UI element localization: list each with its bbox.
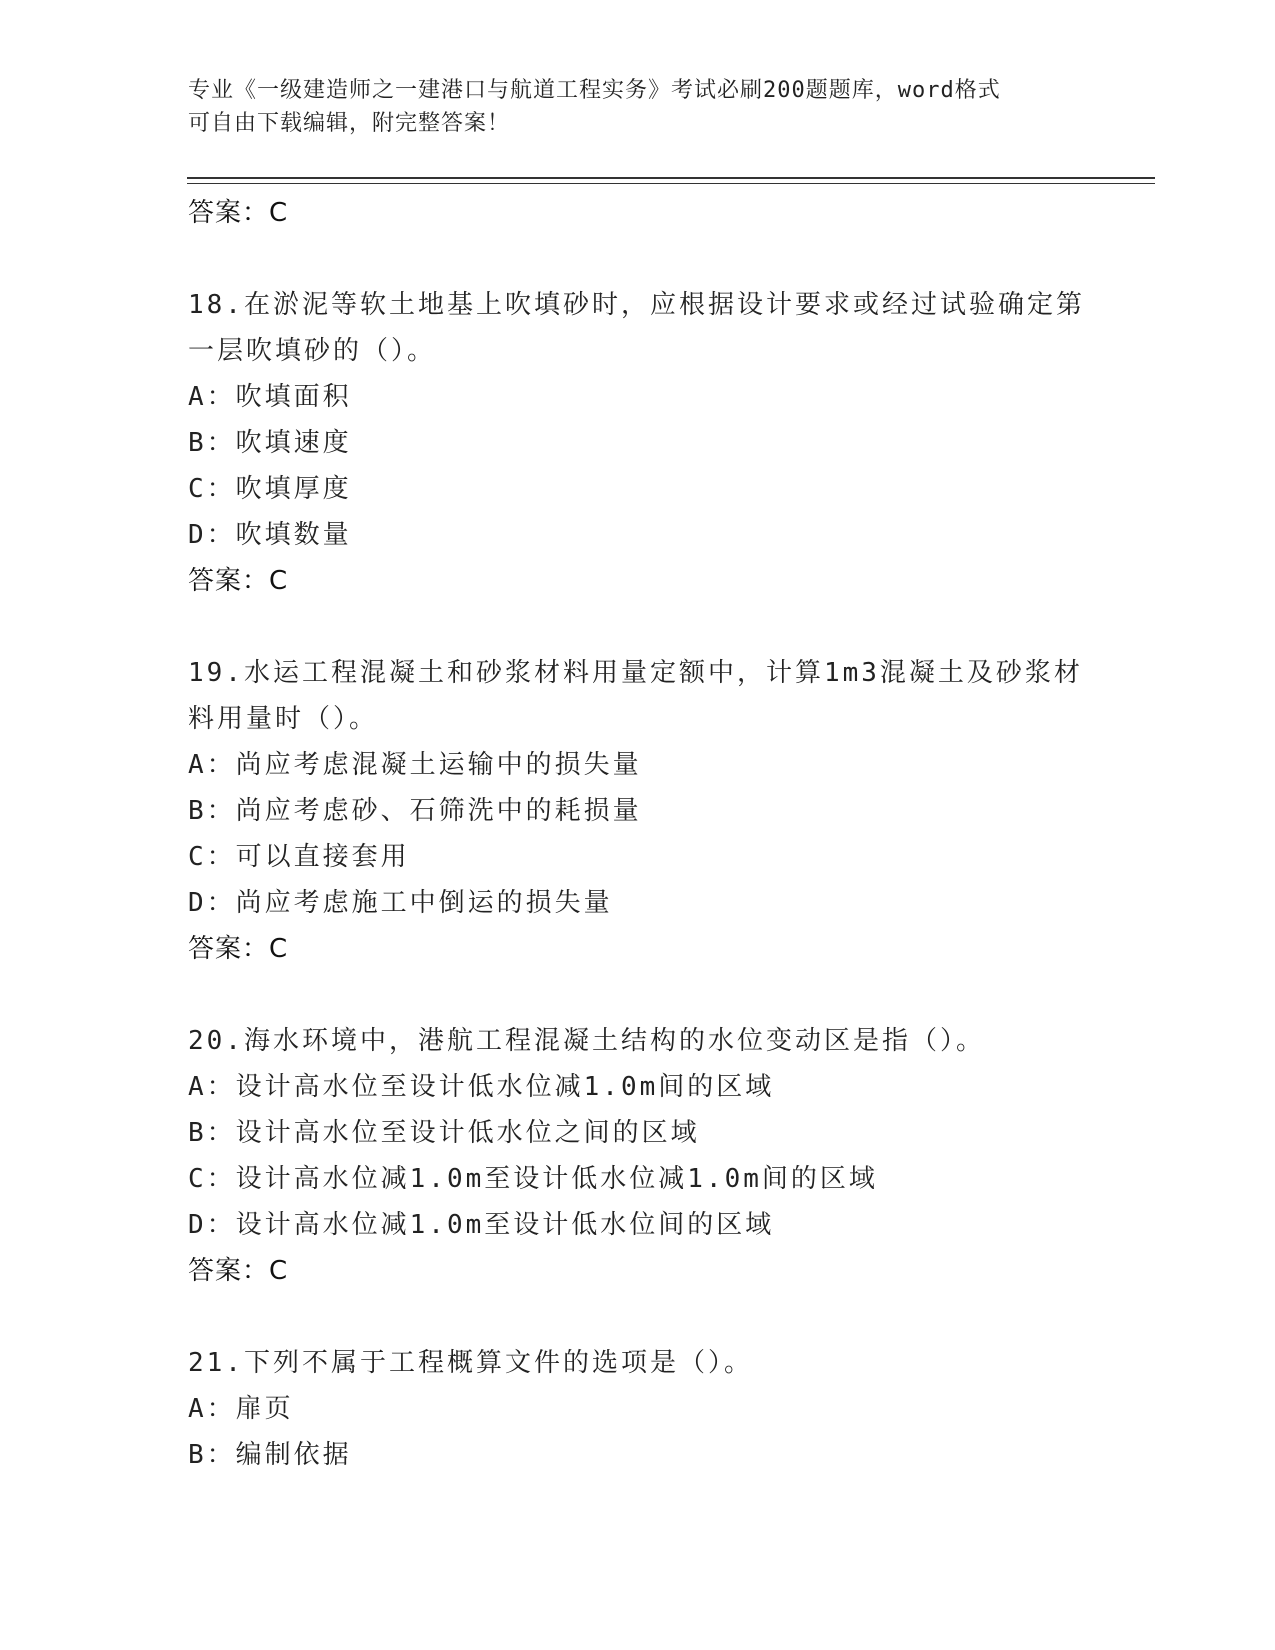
question-21	[188, 1340, 1148, 1478]
question-stem: 20.海水环境中，港航工程混凝土结构的水位变动区是指（）。	[188, 1026, 985, 1056]
question-stem: 一层吹填砂的（）。	[188, 336, 437, 366]
option-b: B：编制依据	[188, 1440, 352, 1470]
option-c: C：可以直接套用	[188, 842, 410, 872]
answer: 答案：C	[188, 934, 289, 964]
option-c: C：吹填厚度	[188, 474, 352, 504]
option-d: D：吹填数量	[188, 520, 352, 550]
question-20	[188, 1018, 1148, 1294]
option-b: B：吹填速度	[188, 428, 352, 458]
header-rule-thick	[187, 177, 1155, 179]
header-rule-thin	[187, 183, 1155, 184]
question-stem: 19.水运工程混凝土和砂浆材料用量定额中，计算1m3混凝土及砂浆材	[188, 658, 1083, 688]
spacer	[188, 1294, 1148, 1340]
option-a: A：扉页	[188, 1394, 294, 1424]
question-18	[188, 282, 1148, 604]
answer: 答案：C	[188, 566, 289, 596]
spacer	[188, 236, 1148, 282]
spacer	[188, 972, 1148, 1018]
option-a: A：设计高水位至设计低水位减1.0m间的区域	[188, 1072, 775, 1102]
previous-answer: 答案：C	[188, 198, 289, 228]
header-line-1: 专业《一级建造师之一建港口与航道工程实务》考试必刷200题题库，word格式	[188, 78, 1001, 103]
option-d: D：设计高水位减1.0m至设计低水位间的区域	[188, 1210, 775, 1240]
question-19	[188, 650, 1148, 972]
answer: 答案：C	[188, 1256, 289, 1286]
question-stem: 21.下列不属于工程概算文件的选项是（）。	[188, 1348, 753, 1378]
option-a: A：尚应考虑混凝土运输中的损失量	[188, 750, 642, 780]
question-list	[188, 190, 1148, 1478]
option-a: A：吹填面积	[188, 382, 352, 412]
option-d: D：尚应考虑施工中倒运的损失量	[188, 888, 613, 918]
option-b: B：尚应考虑砂、石筛洗中的耗损量	[188, 796, 642, 826]
option-b: B：设计高水位至设计低水位之间的区域	[188, 1118, 700, 1148]
question-stem: 18.在淤泥等软土地基上吹填砂时，应根据设计要求或经过试验确定第	[188, 290, 1085, 320]
question-stem: 料用量时（）。	[188, 704, 379, 734]
spacer	[188, 604, 1148, 650]
option-c: C：设计高水位减1.0m至设计低水位减1.0m间的区域	[188, 1164, 878, 1194]
header-line-2: 可自由下载编辑，附完整答案！	[188, 111, 511, 136]
document-header	[188, 74, 1068, 140]
